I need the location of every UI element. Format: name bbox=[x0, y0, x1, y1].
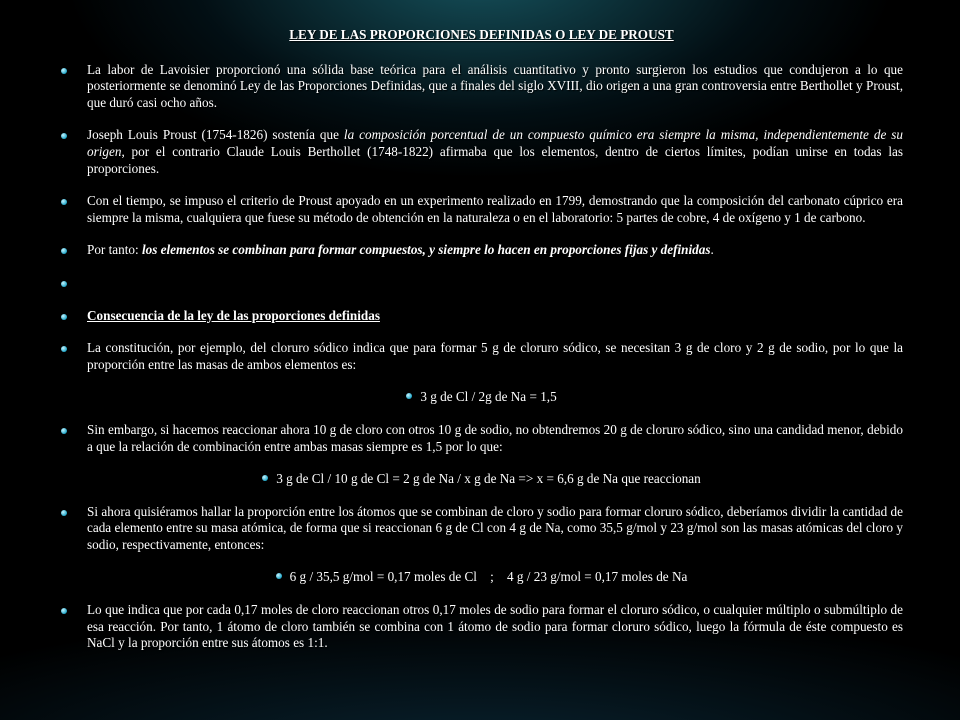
paragraph-proust-c: , por el contrario Claude Louis Berthollet (1748-1822) afirmaba que los elementos, dentro de ciertos límites, podían unirse en todas las proporciones. bbox=[87, 143, 903, 176]
list-item bbox=[60, 127, 903, 177]
bullet-icon bbox=[61, 428, 67, 434]
list-item-empty bbox=[60, 275, 903, 292]
list-item bbox=[60, 504, 903, 554]
list-item bbox=[60, 308, 903, 325]
list-item bbox=[60, 62, 903, 112]
bullet-icon bbox=[61, 133, 67, 139]
paragraph-conclusion-c: . bbox=[710, 242, 714, 258]
slide-content bbox=[60, 27, 903, 668]
list-item bbox=[60, 340, 903, 373]
bullet-icon bbox=[276, 573, 282, 579]
paragraph-reaction: Sin embargo, si hacemos reaccionar ahora 10 g de cloro con otros 10 g de sodio, no obtendremos 20 g de cloruro sódico, sino una candidad menor, debido a que la relación de combinación entre ambas masas siempre es 1,5 por lo que: bbox=[87, 421, 903, 454]
paragraph-proust-quote: la composición porcentual de un compuesto químico era siempre la misma, independientemente de su origen bbox=[87, 127, 904, 159]
paragraph-atoms: Si ahora quisiéramos hallar la proporción entre los átomos que se combinan de cloro y sodio para formar cloruro sódico, deberíamos dividir la cantidad de cada elemento entre su masa atómica, de forma que si reaccionan 6 g de Cl con 4 g de Na, como 35,5 g/mol y 23 g/mol son las masas atómicas del cloro y sodio, respectivamente, entonces: bbox=[87, 503, 903, 552]
bullet-icon bbox=[61, 281, 67, 287]
bullet-icon bbox=[61, 68, 67, 74]
paragraph-conclusion-a: Por tanto: bbox=[87, 242, 142, 258]
formula-ratio: 3 g de Cl / 2g de Na = 1,5 bbox=[420, 389, 557, 405]
paragraph-lavoisier: La labor de Lavoisier proporcionó una sólida base teórica para el análisis cuantitativo y pronto surgieron los estudios que condujeron a lo que posteriormente se denominó Ley de las Proporciones Definidas, que a finales del siglo XVIII, dio origen a una gran controversia entre Berthollet y Proust, que duró casi ocho años. bbox=[87, 61, 903, 110]
section-heading: Consecuencia de la ley de las proporciones definidas bbox=[87, 307, 380, 323]
formula-proportion: 3 g de Cl / 10 g de Cl = 2 g de Na / x g de Na => x = 6,6 g de Na que reaccionan bbox=[276, 471, 701, 487]
bullet-icon bbox=[406, 393, 412, 399]
formula-moles: 6 g / 35,5 g/mol = 0,17 moles de Cl ; 4 g / 23 g/mol = 0,17 moles de Na bbox=[289, 569, 688, 585]
slide-title: LEY DE LAS PROPORCIONES DEFINIDAS O LEY DE PROUST bbox=[289, 27, 674, 42]
list-item bbox=[60, 242, 903, 259]
bullet-icon bbox=[61, 314, 67, 320]
list-item bbox=[60, 422, 903, 455]
paragraph-proust-a: Joseph Louis Proust (1754-1826) sostenía que bbox=[87, 127, 344, 143]
list-item bbox=[60, 193, 903, 226]
bullet-list bbox=[60, 62, 903, 652]
bullet-icon bbox=[61, 346, 67, 352]
formula-item bbox=[60, 569, 903, 586]
formula-item bbox=[60, 471, 903, 488]
list-item bbox=[60, 602, 903, 652]
bullet-icon bbox=[262, 475, 268, 481]
formula-item bbox=[60, 389, 903, 406]
bullet-icon bbox=[61, 608, 67, 614]
bullet-icon bbox=[61, 199, 67, 205]
bullet-icon bbox=[61, 248, 67, 254]
bullet-icon bbox=[61, 510, 67, 516]
paragraph-conclusion-law: los elementos se combinan para formar compuestos, y siempre lo hacen en proporciones fijas y definidas bbox=[141, 242, 711, 258]
paragraph-experiment: Con el tiempo, se impuso el criterio de Proust apoyado en un experimento realizado en 1799, demostrando que la composición del carbonato cúprico era siempre la misma, cualquiera que fuese su método de obtención en la naturaleza o en el laboratorio: 5 partes de cobre, 4 de oxígeno y 1 de carbono. bbox=[87, 193, 903, 225]
paragraph-example: La constitución, por ejemplo, del cloruro sódico indica que para formar 5 g de cloruro sódico, se necesitan 3 g de cloro y 2 g de sodio, por lo que la proporción entre las masas de ambos elementos es: bbox=[87, 340, 903, 372]
paragraph-result: Lo que indica que por cada 0,17 moles de cloro reaccionan otros 0,17 moles de sodio para formar el cloruro sódico, o cualquier múltiplo o submúltiplo de esa reacción. Por tanto, 1 átomo de cloro también se combina con 1 átomo de sodio para formar cloruro sódico, luego la fórmula de éste compuesto es NaCl y la proporción entre sus átomos es 1:1. bbox=[87, 602, 903, 651]
